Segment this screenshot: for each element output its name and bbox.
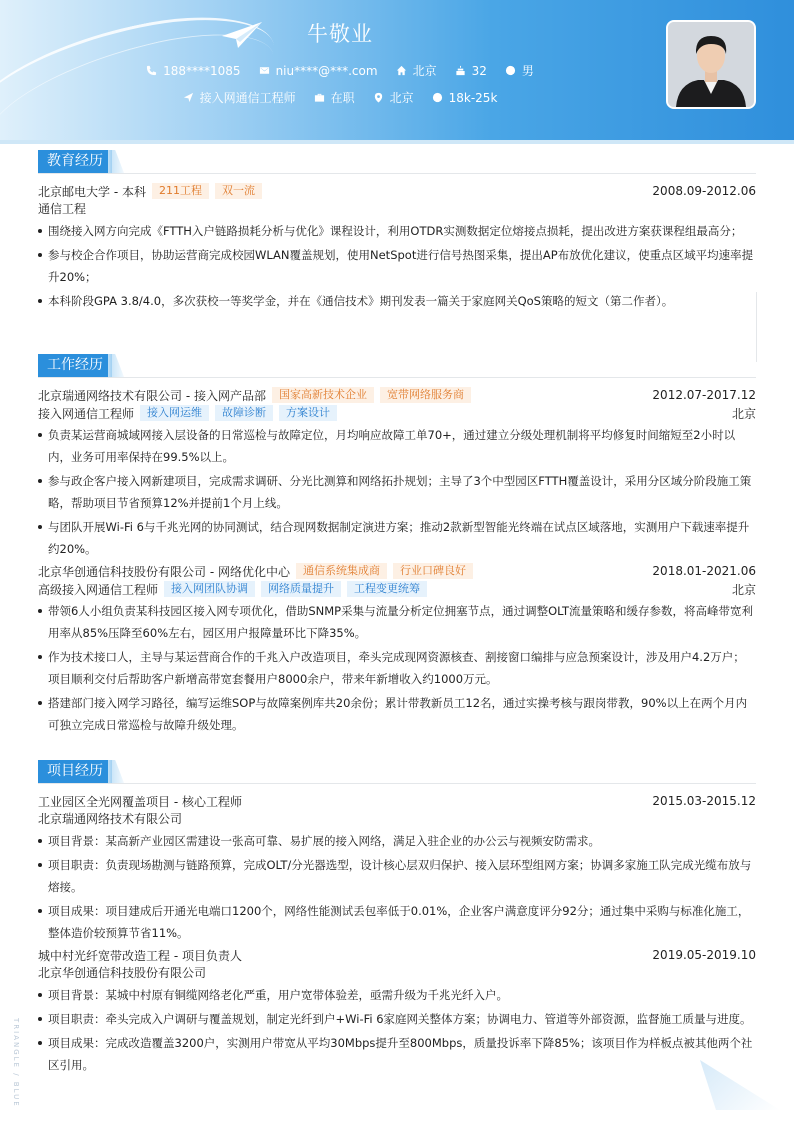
list-item: 项目背景：某城中村原有铜缆网络老化严重，用户宽带体验差，亟需升级为千兆光纤入户。 bbox=[38, 984, 756, 1006]
list-item: 带领6人小组负责某科技园区接入网专项优化，借助SNMP采集与流量分析定位拥塞节点，通过调整OLT流量策略和缓存参数，将高峰带宽利用率从85%压降至60%左右，园区用户报障量环比下降35%。 bbox=[38, 600, 756, 644]
education-section bbox=[38, 150, 756, 314]
phone-text: 188****1085 bbox=[163, 63, 241, 78]
skill-tag: 接入网团队协调 bbox=[164, 581, 255, 597]
job-target-text: 接入网通信工程师 bbox=[199, 91, 296, 105]
work-date: 2018.01-2021.06 bbox=[652, 564, 756, 578]
gender-icon bbox=[505, 65, 516, 76]
city-item bbox=[396, 62, 437, 79]
work-title-row bbox=[38, 580, 756, 598]
project-bullets bbox=[38, 830, 756, 944]
project-date: 2019.05-2019.10 bbox=[652, 948, 756, 962]
skill-tag: 网络质量提升 bbox=[261, 581, 341, 597]
work-section-header bbox=[38, 354, 756, 378]
briefcase-icon bbox=[314, 92, 325, 103]
age-item bbox=[455, 64, 487, 78]
school-tag: 双一流 bbox=[215, 183, 262, 199]
education-section-header bbox=[38, 150, 756, 174]
section-title-decoration bbox=[108, 354, 124, 377]
project-org: 北京瑞通网络技术有限公司 bbox=[38, 812, 183, 826]
work-location: 北京 bbox=[731, 406, 756, 421]
work-title-row bbox=[38, 404, 756, 422]
avatar bbox=[666, 20, 756, 109]
company-tag: 行业口碑良好 bbox=[393, 563, 473, 579]
email-item bbox=[259, 64, 378, 78]
gender-text: 男 bbox=[521, 64, 534, 78]
project-entry bbox=[38, 946, 756, 1076]
gender-item bbox=[505, 62, 534, 79]
status-text: 在职 bbox=[330, 91, 355, 105]
skill-tag: 工程变更统筹 bbox=[347, 581, 427, 597]
company-name: 北京瑞通网络技术有限公司 - 接入网产品部 bbox=[38, 388, 266, 403]
work-entry-header bbox=[38, 386, 756, 404]
education-bullets bbox=[38, 220, 756, 312]
project-entry bbox=[38, 792, 756, 944]
school-tag: 211工程 bbox=[152, 183, 209, 199]
section-title-decoration bbox=[108, 760, 124, 783]
skill-tag: 故障诊断 bbox=[215, 405, 273, 421]
work-location: 北京 bbox=[731, 582, 756, 597]
project-section-header bbox=[38, 760, 756, 784]
company-name: 北京华创通信科技股份有限公司 - 网络优化中心 bbox=[38, 564, 290, 579]
home-icon bbox=[396, 65, 407, 76]
salary-text: 18k-25k bbox=[448, 90, 498, 105]
salary-item bbox=[432, 91, 498, 105]
decorative-line bbox=[756, 292, 757, 362]
project-entry-header bbox=[38, 792, 756, 810]
company-tag: 通信系统集成商 bbox=[296, 563, 387, 579]
education-date: 2008.09-2012.06 bbox=[652, 184, 756, 198]
avatar-portrait bbox=[668, 22, 754, 107]
list-item: 参与政企客户接入网新建项目，完成需求调研、分光比测算和网络拓扑规划；主导了3个中型园区FTTH覆盖设计，采用分区域分阶段施工策略，帮助项目节省预算12%并提前1个月上线。 bbox=[38, 470, 756, 514]
phone-icon bbox=[146, 65, 157, 76]
work-entry bbox=[38, 386, 756, 560]
age-text: 32 bbox=[471, 63, 487, 78]
education-entry-header bbox=[38, 182, 756, 200]
job-title: 高级接入网通信工程师 bbox=[38, 582, 159, 597]
work-date: 2012.07-2017.12 bbox=[652, 388, 756, 402]
major: 通信工程 bbox=[38, 202, 87, 216]
project-entry-header bbox=[38, 946, 756, 964]
project-section bbox=[38, 760, 756, 1078]
mail-icon bbox=[259, 65, 270, 76]
company-tag: 宽带网络服务商 bbox=[380, 387, 471, 403]
list-item: 参与校企合作项目，协助运营商完成校园WLAN覆盖规划，使用NetSpot进行信号热图采集，提出AP布放优化建议，使重点区域平均速率提升20%； bbox=[38, 244, 756, 288]
list-item: 项目职责：负责现场勘测与链路预算，完成OLT/分光器选型，设计核心层双归保护、接入层环型组网方案；协调多家施工队完成光缆布放与熔接。 bbox=[38, 854, 756, 898]
project-name: 工业园区全光网覆盖项目 - 核心工程师 bbox=[38, 794, 242, 809]
target-city-text: 北京 bbox=[389, 91, 414, 105]
job-target-item bbox=[183, 89, 296, 106]
send-icon bbox=[183, 92, 194, 103]
header-banner bbox=[0, 0, 794, 140]
list-item: 作为技术接口人，主导与某运营商合作的千兆入户改造项目，牵头完成现网资源核查、割接窗口编排与应急预案设计，涉及用户4.2万户；项目顺利交付后帮助客户新增高带宽套餐用户8000余户，带来年新增收入约1000万元。 bbox=[38, 646, 756, 690]
status-item bbox=[314, 89, 355, 106]
project-bullets bbox=[38, 984, 756, 1076]
work-bullets bbox=[38, 600, 756, 736]
skill-tag: 方案设计 bbox=[279, 405, 337, 421]
watermark-text: TRIANGLE / BLUE bbox=[12, 1018, 20, 1108]
project-name: 城中村光纤宽带改造工程 - 项目负责人 bbox=[38, 948, 242, 963]
work-entry-header bbox=[38, 562, 756, 580]
work-section bbox=[38, 354, 756, 738]
company-tag: 国家高新技术企业 bbox=[272, 387, 374, 403]
section-title-decoration bbox=[108, 150, 124, 173]
project-date: 2015.03-2015.12 bbox=[652, 794, 756, 808]
phone-item bbox=[146, 64, 240, 78]
list-item: 负责某运营商城域网接入层设备的日常巡检与故障定位，月均响应故障工单70+，通过建立分级处理机制将平均修复时间缩短至2小时以内，业务可用率保持在99.5%以上。 bbox=[38, 424, 756, 468]
job-title: 接入网通信工程师 bbox=[38, 406, 135, 421]
section-title: 教育经历 bbox=[38, 150, 112, 173]
header-divider bbox=[0, 140, 794, 144]
list-item: 围绕接入网方向完成《FTTH入户链路损耗分析与优化》课程设计，利用OTDR实测数据定位熔接点损耗，提出改进方案获课程组最高分； bbox=[38, 220, 756, 242]
location-icon bbox=[373, 92, 384, 103]
city-text: 北京 bbox=[412, 64, 437, 78]
section-title: 工作经历 bbox=[38, 354, 112, 377]
list-item: 搭建部门接入网学习路径，编写运维SOP与故障案例库共20余份；累计带教新员工12名，通过实操考核与跟岗带教，90%以上在两个月内可独立完成日常巡检与故障升级处理。 bbox=[38, 692, 756, 736]
target-city-item bbox=[373, 89, 414, 106]
cake-icon bbox=[455, 65, 466, 76]
work-bullets bbox=[38, 424, 756, 560]
project-org: 北京华创通信科技股份有限公司 bbox=[38, 966, 207, 980]
job-intent-row bbox=[0, 89, 680, 106]
list-item: 项目成果：项目建成后开通光电端口1200个，网络性能测试丢包率低于0.01%，企业客户满意度评分92分；通过集中采购与标准化施工，整体造价较预算节省11%。 bbox=[38, 900, 756, 944]
work-entry bbox=[38, 562, 756, 736]
list-item: 项目职责：牵头完成入户调研与覆盖规划，制定光纤到户+Wi-Fi 6家庭网关整体方案；协调电力、管道等外部资源，监督施工质量与进度。 bbox=[38, 1008, 756, 1030]
list-item: 项目背景：某高新产业园区需建设一张高可靠、易扩展的接入网络，满足入驻企业的办公云与视频安防需求。 bbox=[38, 830, 756, 852]
candidate-name: 牛敬业 bbox=[307, 22, 373, 46]
list-item: 与团队开展Wi-Fi 6与千兆光网的协同测试，结合现网数据制定演进方案；推动2款新型智能光终端在试点区域落地，实测用户下载速率提升约20%。 bbox=[38, 516, 756, 560]
section-title: 项目经历 bbox=[38, 760, 112, 783]
list-item: 本科阶段GPA 3.8/4.0，多次获校一等奖学金，并在《通信技术》期刊发表一篇关于家庭网关QoS策略的短文（第二作者）。 bbox=[38, 290, 756, 312]
money-icon bbox=[432, 92, 443, 103]
list-item: 项目成果：完成改造覆盖3200户，实测用户带宽从平均30Mbps提升至800Mbps，质量投诉率下降85%；该项目作为样板点被其他两个社区引用。 bbox=[38, 1032, 756, 1076]
school-name: 北京邮电大学 - 本科 bbox=[38, 184, 146, 199]
contact-row bbox=[0, 62, 680, 79]
skill-tag: 接入网运维 bbox=[140, 405, 209, 421]
email-text: niu****@***.com bbox=[275, 63, 378, 78]
